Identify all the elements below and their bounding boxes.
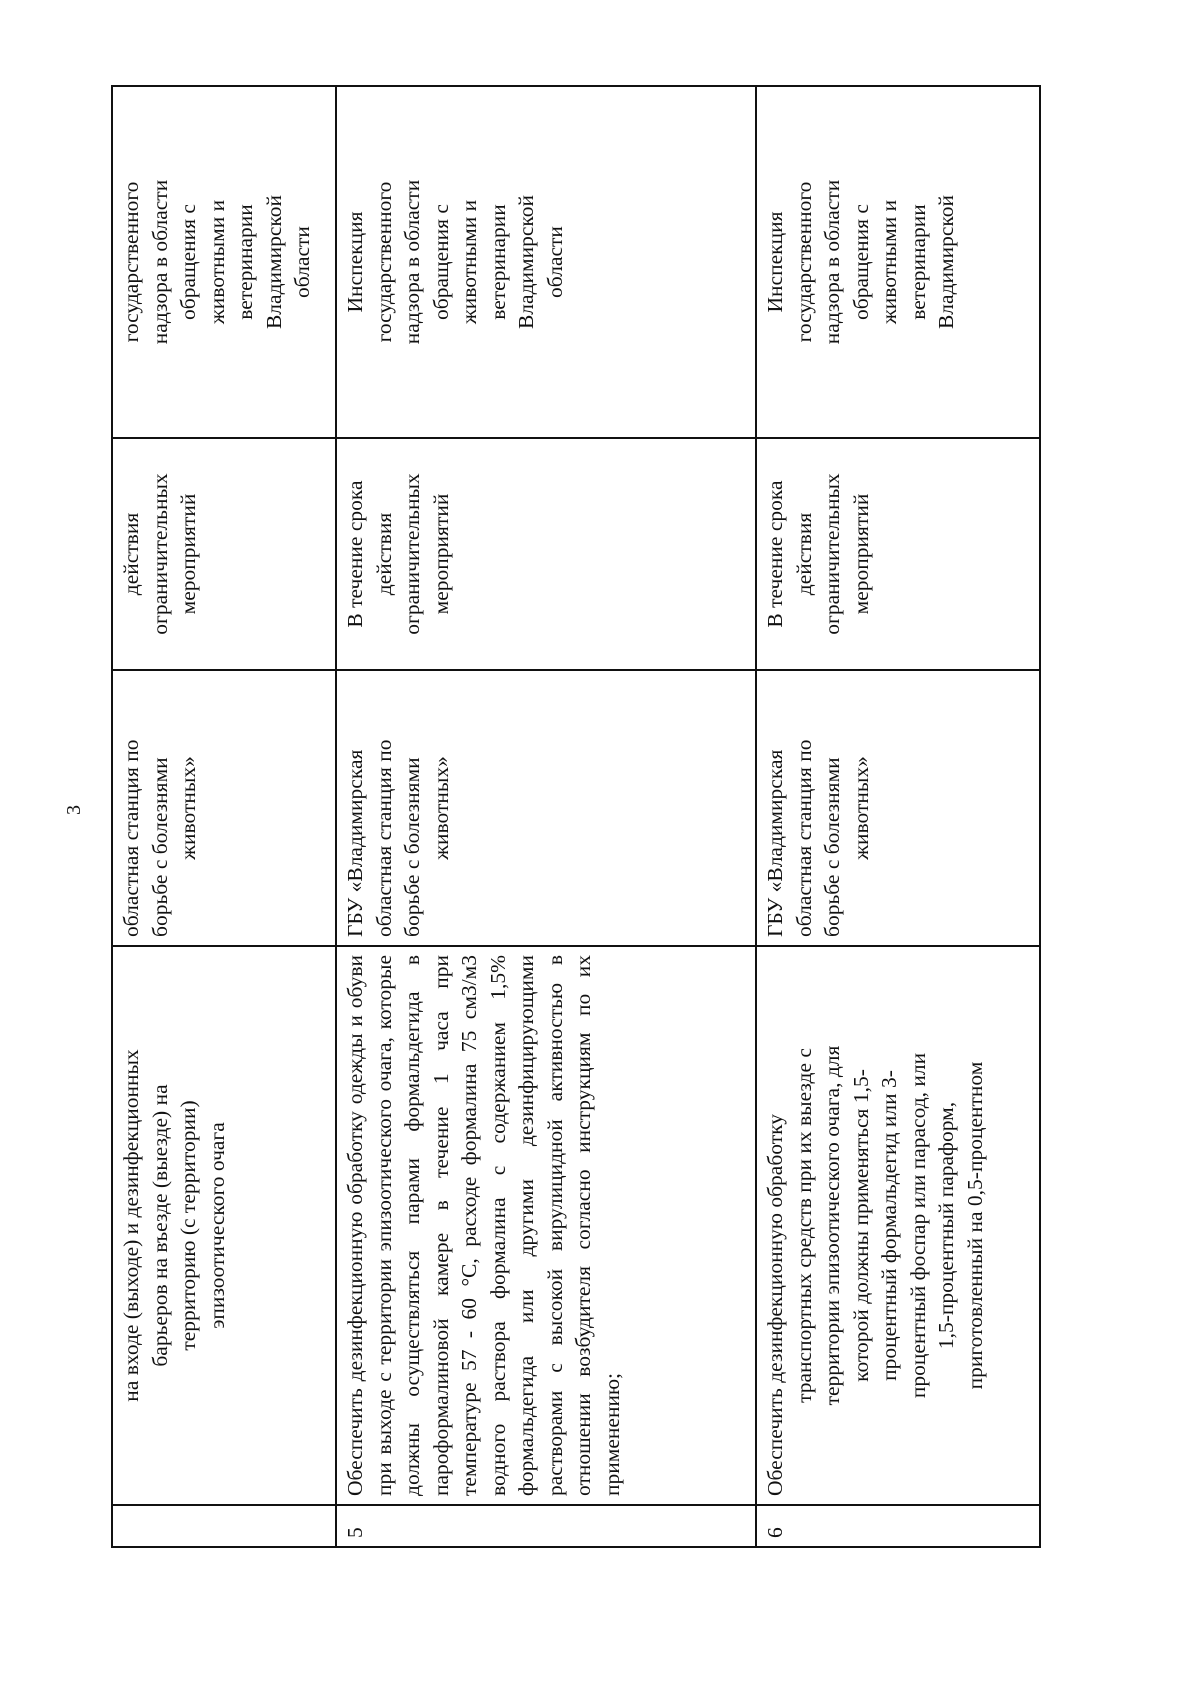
responsible-line: Владимирской — [514, 194, 538, 330]
executor-line: животных» — [176, 756, 200, 860]
term-line: мероприятий — [848, 493, 873, 615]
executor-line: ГБУ «Владимирская — [763, 749, 787, 937]
responsible-cell — [757, 87, 1039, 437]
measure-line: барьеров на въезде (выезде) на — [147, 1084, 172, 1367]
measure-line: Обеспечить дезинфекционную обработку — [763, 1113, 787, 1496]
responsible-line: государственного — [371, 181, 396, 343]
executor-line: борьбе с болезнями — [400, 757, 424, 937]
term-line: ограничительных — [147, 473, 172, 635]
responsible-line: надзора в области — [820, 179, 844, 345]
executor-line: областная станция по — [371, 739, 396, 937]
measure-line: эпизоотического очага — [204, 1122, 229, 1329]
measures-table — [111, 85, 1041, 1548]
term-line: мероприятий — [176, 493, 200, 615]
responsible-line: области — [290, 226, 314, 298]
executor-cell — [337, 669, 755, 945]
responsible-line: животными и — [877, 199, 901, 325]
term-cell — [113, 437, 335, 669]
document-page — [111, 85, 1041, 1548]
executor-line: борьбе с болезнями — [820, 757, 844, 937]
measure-cell — [113, 945, 335, 1504]
executor-line: областная станция по — [791, 739, 816, 937]
responsible-line: Инспекция — [343, 211, 367, 313]
term-line: ограничительных — [400, 473, 424, 635]
term-line: действия — [119, 512, 143, 596]
measure-line: территорию (с территории) — [176, 1100, 200, 1351]
term-line: В течение срока — [343, 480, 367, 628]
measure-line: на входе (выходе) и дезинфекционных — [119, 1049, 143, 1402]
row-number-cell: 6 — [757, 1504, 1039, 1546]
table-row — [757, 87, 1039, 1546]
measure-line: приготовленный на 0,5-процентном — [962, 1061, 987, 1390]
responsible-line: обращения с — [848, 204, 873, 320]
responsible-line: обращения с — [428, 204, 453, 320]
responsible-cell — [113, 87, 335, 437]
responsible-line: надзора в области — [147, 179, 172, 345]
responsible-line: животными и — [204, 199, 229, 325]
executor-line: борьбе с болезнями — [147, 757, 172, 937]
term-cell — [337, 437, 755, 669]
term-line: ограничительных — [820, 473, 844, 635]
executor-line: ГБУ «Владимирская — [343, 749, 367, 937]
responsible-line: государственного — [791, 181, 816, 343]
responsible-line: государственного — [119, 181, 143, 343]
measure-cell: Обеспечить дезинфекционную обработку одежды и обуви при выходе с территории эпизоотического очага, которые должны осуществляться парами формальдегида в пароформалиновой камере в течение 1 часа при температуре 57 - 60 °С, расходе формалина 75 см3/м3 водного раствора формалина с содержанием 1,5% формальдегида или другими дезинфицирующими растворами с высокой вирулицидной активностью в отношении возбудителя согласно инструкциям по их применению; — [337, 945, 755, 1504]
page-number: 3 — [63, 805, 85, 815]
measure-line: 1,5-процентный параформ, — [934, 1101, 958, 1350]
row-number-cell — [113, 1504, 335, 1546]
responsible-cell — [337, 87, 755, 437]
row-number-cell: 5 — [337, 1504, 755, 1546]
responsible-line: ветеринарии — [233, 204, 257, 320]
responsible-line: Владимирской — [934, 194, 958, 330]
responsible-line: Владимирской — [261, 194, 286, 330]
table-row — [337, 87, 757, 1546]
responsible-line: ветеринарии — [485, 204, 510, 320]
responsible-line: Инспекция — [763, 211, 787, 313]
measure-line: процентный формальдегид или 3- — [877, 1070, 901, 1381]
executor-line: животных» — [848, 756, 873, 860]
measure-line: территории эпизоотического очага, для — [820, 1045, 844, 1406]
executor-line: областная станция по — [119, 739, 143, 937]
measure-line: которой должны применяться 1,5- — [848, 1069, 873, 1382]
term-line: мероприятий — [428, 493, 453, 615]
responsible-line: животными и — [457, 199, 481, 325]
executor-cell — [757, 669, 1039, 945]
executor-cell — [113, 669, 335, 945]
measure-line: транспортных средств при их выезде с — [791, 1048, 816, 1403]
table-row — [113, 87, 337, 1546]
term-line: действия — [791, 512, 816, 596]
measure-cell — [757, 945, 1039, 1504]
term-line: В течение срока — [763, 480, 787, 628]
responsible-line: области — [542, 226, 567, 298]
measure-line: процентный фоспар или парасод, или — [905, 1052, 930, 1399]
executor-line: животных» — [428, 756, 453, 860]
responsible-line: обращения с — [176, 204, 200, 320]
term-line: действия — [371, 512, 396, 596]
responsible-line: надзора в области — [400, 179, 424, 345]
term-cell — [757, 437, 1039, 669]
responsible-line: ветеринарии — [905, 204, 930, 320]
